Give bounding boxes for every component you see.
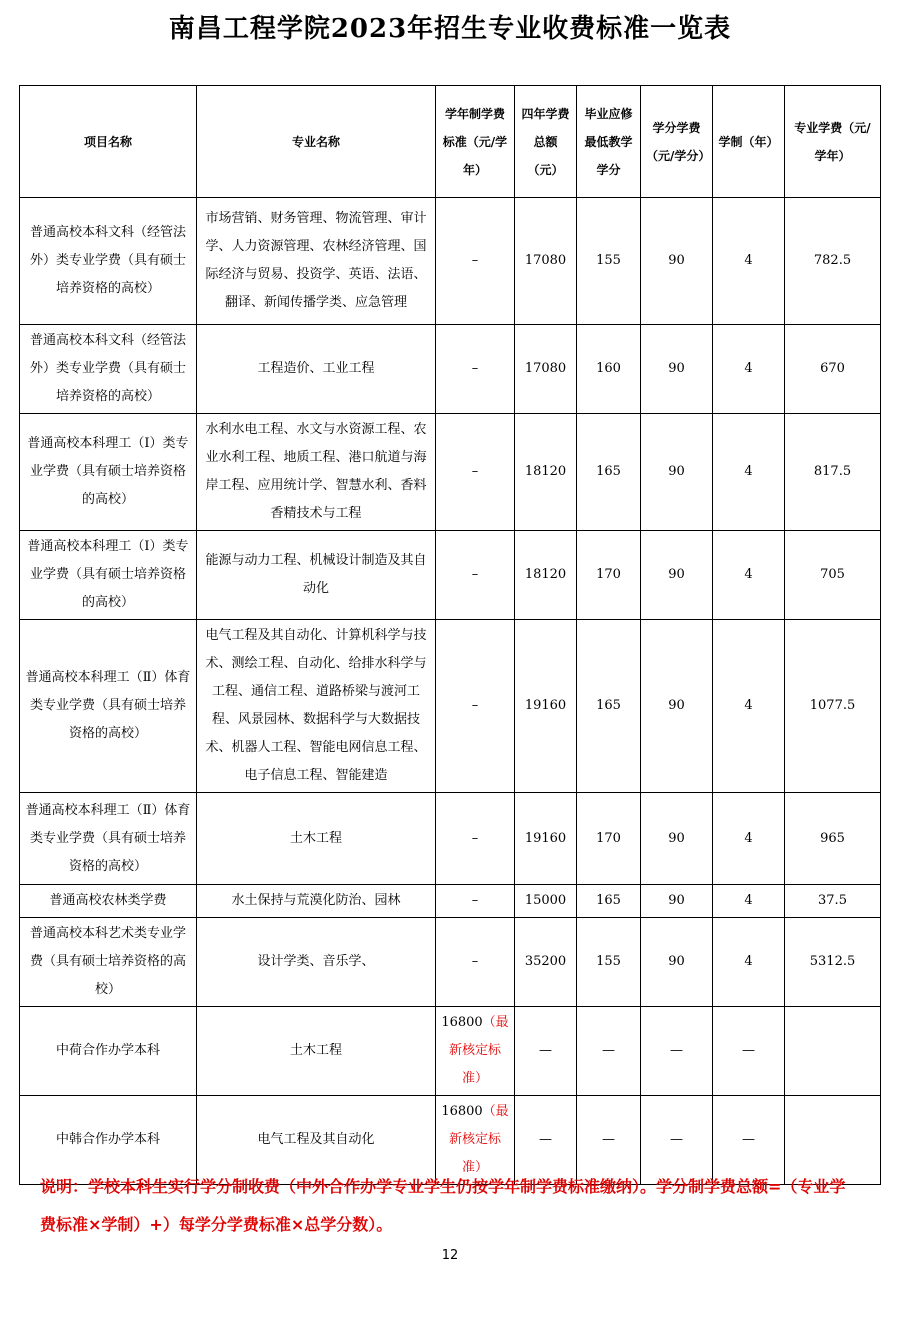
annual-fee-cell: – (436, 793, 515, 885)
table-row (20, 885, 881, 918)
total-fee-cell: 17080 (515, 198, 577, 325)
total-fee-cell: — (515, 1096, 577, 1185)
total-fee-cell: 19160 (515, 620, 577, 793)
header-credit-fee: 学分学费（元/学分） (641, 86, 713, 198)
total-fee-cell: 15000 (515, 885, 577, 918)
header-years: 学制（年） (713, 86, 785, 198)
credit-fee-cell: 90 (641, 918, 713, 1007)
majors-cell: 土木工程 (197, 1007, 436, 1096)
major-fee-cell: 670 (785, 325, 881, 414)
majors-cell: 设计学类、音乐学、 (197, 918, 436, 1007)
majors-cell: 土木工程 (197, 793, 436, 885)
majors-cell: 工程造价、工业工程 (197, 325, 436, 414)
table-header-row (20, 86, 881, 198)
years-cell: 4 (713, 325, 785, 414)
table-row (20, 414, 881, 531)
credit-fee-cell: 90 (641, 414, 713, 531)
annual-fee-cell: – (436, 325, 515, 414)
table-row (20, 198, 881, 325)
table-row (20, 620, 881, 793)
annual-fee-cell: – (436, 620, 515, 793)
credit-fee-cell: 90 (641, 793, 713, 885)
credit-fee-cell: 90 (641, 620, 713, 793)
table-row (20, 325, 881, 414)
project-cell: 普通高校农林类学费 (20, 885, 197, 918)
project-cell: 普通高校本科理工（Ⅱ）体育类专业学费（具有硕士培养资格的高校） (20, 620, 197, 793)
project-cell: 中韩合作办学本科 (20, 1096, 197, 1185)
credits-cell: 170 (577, 793, 641, 885)
table-row (20, 1007, 881, 1096)
fee-table (19, 85, 881, 1185)
credit-fee-cell: 90 (641, 325, 713, 414)
total-fee-cell: 17080 (515, 325, 577, 414)
years-cell: 4 (713, 531, 785, 620)
page-title: 南昌工程学院2023年招生专业收费标准一览表 (168, 14, 732, 44)
project-cell: 普通高校本科理工（Ⅰ）类专业学费（具有硕士培养资格的高校） (20, 531, 197, 620)
header-major-fee: 专业学费（元/学年） (785, 86, 881, 198)
header-min-credits: 毕业应修最低教学学分 (577, 86, 641, 198)
majors-cell: 市场营销、财务管理、物流管理、审计学、人力资源管理、农林经济管理、国际经济与贸易、投资学、英语、法语、翻译、新闻传播学类、应急管理 (197, 198, 436, 325)
major-fee-cell: 37.5 (785, 885, 881, 918)
credits-cell: 155 (577, 918, 641, 1007)
header-major: 专业名称 (197, 86, 436, 198)
credit-fee-cell: 90 (641, 531, 713, 620)
major-fee-cell (785, 1007, 881, 1096)
table-row (20, 918, 881, 1007)
project-cell: 中荷合作办学本科 (20, 1007, 197, 1096)
years-cell: 4 (713, 620, 785, 793)
project-cell: 普通高校本科艺术类专业学费（具有硕士培养资格的高校） (20, 918, 197, 1007)
credits-cell: — (577, 1007, 641, 1096)
annual-fee-cell: – (436, 918, 515, 1007)
credits-cell: 165 (577, 620, 641, 793)
majors-cell: 电气工程及其自动化、计算机科学与技术、测绘工程、自动化、给排水科学与工程、通信工程、道路桥梁与渡河工程、风景园林、数据科学与大数据技术、机器人工程、智能电网信息工程、电子信息工程、智能建造 (197, 620, 436, 793)
majors-cell: 电气工程及其自动化 (197, 1096, 436, 1185)
years-cell: 4 (713, 793, 785, 885)
credits-cell: 165 (577, 885, 641, 918)
header-total-fee: 四年学费总额（元） (515, 86, 577, 198)
major-fee-cell: 782.5 (785, 198, 881, 325)
majors-cell: 水土保持与荒漠化防治、园林 (197, 885, 436, 918)
credit-fee-cell: 90 (641, 198, 713, 325)
years-cell: 4 (713, 885, 785, 918)
annual-fee-cell: – (436, 885, 515, 918)
credit-fee-cell: 90 (641, 885, 713, 918)
total-fee-cell: 35200 (515, 918, 577, 1007)
majors-cell: 水利水电工程、水文与水资源工程、农业水利工程、地质工程、港口航道与海岸工程、应用统计学、智慧水利、香料香精技术与工程 (197, 414, 436, 531)
years-cell: 4 (713, 918, 785, 1007)
credits-cell: 170 (577, 531, 641, 620)
annual-fee-cell: – (436, 414, 515, 531)
credit-fee-cell: — (641, 1007, 713, 1096)
annual-fee-note: （最新核定标准） (448, 1015, 509, 1086)
header-project: 项目名称 (20, 86, 197, 198)
header-annual-fee: 学年制学费标准（元/学年） (436, 86, 515, 198)
years-cell: — (713, 1096, 785, 1185)
major-fee-cell: 705 (785, 531, 881, 620)
major-fee-cell: 5312.5 (785, 918, 881, 1007)
credits-cell: 165 (577, 414, 641, 531)
project-cell: 普通高校本科理工（Ⅰ）类专业学费（具有硕士培养资格的高校） (20, 414, 197, 531)
major-fee-cell: 1077.5 (785, 620, 881, 793)
annual-fee-cell: – (436, 198, 515, 325)
majors-cell: 能源与动力工程、机械设计制造及其自动化 (197, 531, 436, 620)
project-cell: 普通高校本科理工（Ⅱ）体育类专业学费（具有硕士培养资格的高校） (20, 793, 197, 885)
annual-fee-value: 16800 (441, 1104, 483, 1119)
total-fee-cell: — (515, 1007, 577, 1096)
project-cell: 普通高校本科文科（经管法外）类专业学费（具有硕士培养资格的高校） (20, 198, 197, 325)
major-fee-cell: 817.5 (785, 414, 881, 531)
credits-cell: 155 (577, 198, 641, 325)
annual-fee-note: （最新核定标准） (448, 1104, 509, 1175)
table-row (20, 793, 881, 885)
annual-fee-cell: – (436, 531, 515, 620)
credits-cell: 160 (577, 325, 641, 414)
table-row (20, 531, 881, 620)
credit-fee-cell: — (641, 1096, 713, 1185)
years-cell: 4 (713, 414, 785, 531)
total-fee-cell: 18120 (515, 531, 577, 620)
annual-fee-cell (436, 1007, 515, 1096)
years-cell: 4 (713, 198, 785, 325)
total-fee-cell: 18120 (515, 414, 577, 531)
years-cell: — (713, 1007, 785, 1096)
credits-cell: — (577, 1096, 641, 1185)
project-cell: 普通高校本科文科（经管法外）类专业学费（具有硕士培养资格的高校） (20, 325, 197, 414)
annual-fee-value: 16800 (441, 1015, 483, 1030)
page-number: 12 (441, 1248, 459, 1263)
fee-note: 说明：学校本科生实行学分制收费（中外合作办学专业学生仍按学年制学费标准缴纳）。学分制学费总额=（专业学费标准×学制）+）每学分学费标准×总学分数）。 (40, 1177, 846, 1234)
total-fee-cell: 19160 (515, 793, 577, 885)
major-fee-cell: 965 (785, 793, 881, 885)
